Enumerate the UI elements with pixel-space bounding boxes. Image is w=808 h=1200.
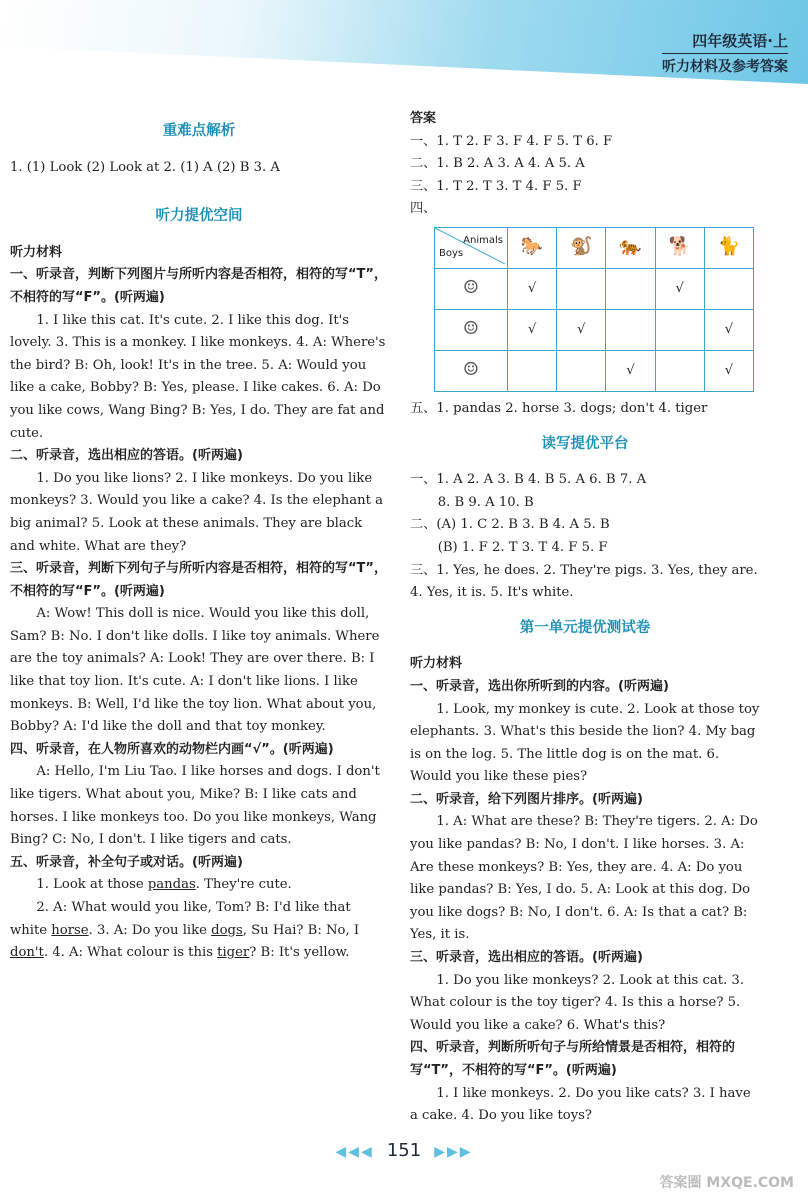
q5-line1: 1. Look at those pandas. They're cute.: [36, 877, 292, 893]
table-cell: √: [508, 268, 557, 309]
header-subject: 四年级英语·上: [692, 32, 788, 50]
table-cell: √: [508, 309, 557, 350]
table-cell: [655, 350, 704, 391]
dog-icon: 🐕: [655, 227, 704, 268]
header-animals: Animals: [463, 234, 503, 246]
page-number: 151: [386, 1140, 422, 1161]
table-cell: [655, 309, 704, 350]
q1-text: 1. I like this cat. It's cute. 2. I like this dog. It's lovely. 3. This is a monkey. I like monkeys. 4. A: Where's the bird? B: Oh, look! It's in the tree. 5. A: Would you like a cake, Bobby? B: Yes, please. I like cakes. 6. A: Do you like cows, Wang Bing? B: Yes, I do. They are fat and cute.: [10, 312, 386, 441]
c3-title: 三、听录音，选出相应的答语。(听两遍): [410, 950, 643, 966]
table-cell: √: [704, 309, 753, 350]
answer-4: 四、: [410, 201, 437, 217]
watermark: 答案圈 MXQE.COM: [659, 1175, 794, 1191]
header-section: 听力材料及参考答案: [662, 53, 788, 76]
animal-preference-table: [434, 227, 754, 392]
answer-1: 一、1. T 2. F 3. F 4. F 5. T 6. F: [410, 133, 613, 149]
q4-title: 四、听录音，在人物所喜欢的动物栏内画“√”。(听两遍): [10, 741, 334, 757]
table-header-row: [435, 227, 754, 268]
section-title-listening: 听力提优空间: [155, 208, 243, 225]
c4-text: 1. I like monkeys. 2. Do you like cats? 3. I have a cake. 4. Do you like toys?: [410, 1085, 751, 1124]
section-title-unit-test: 第一单元提优测试卷: [519, 619, 651, 636]
right-arrows-icon: ▶▶▶: [434, 1144, 473, 1160]
page-header: [662, 30, 788, 76]
table-cell: [704, 268, 753, 309]
horse-icon: 🐎: [508, 227, 557, 268]
q3-title: 三、听录音，判断下列句子与所听内容是否相符，相符的写“T”，不相符的写“F”。(听两遍): [10, 561, 387, 599]
material-label: 听力材料: [10, 244, 63, 260]
cat-icon: 🐈: [704, 227, 753, 268]
answer-3: 三、1. T 2. T 3. T 4. F 5. F: [410, 178, 582, 194]
reading-answer-2: 二、(A) 1. C 2. B 3. B 4. A 5. B: [410, 517, 610, 533]
table-row: [435, 309, 754, 350]
reading-answer-3: 三、1. Yes, he does. 2. They're pigs. 3. Yes, they are. 4. Yes, it is. 5. It's white.: [410, 562, 758, 601]
answer-2: 二、1. B 2. A 3. A 4. A 5. A: [410, 156, 585, 172]
c2-title: 二、听录音，给下列图片排序。(听两遍): [410, 791, 643, 807]
table-cell: √: [655, 268, 704, 309]
q4-text: A: Hello, I'm Liu Tao. I like horses and dogs. I don't like tigers. What about you, Mike? B: I like cats and horses. I like monkeys too. Do you like monkeys, Wang Bing? C: No, I don't. I like tigers and cats.: [10, 764, 380, 848]
reading-answer-1b: 8. B 9. A 10. B: [437, 494, 534, 510]
c1-title: 一、听录音，选出你所听到的内容。(听两遍): [410, 678, 669, 694]
q1-title: 一、听录音，判断下列图片与所听内容是否相符，相符的写“T”，不相符的写“F”。(听两遍): [10, 267, 387, 305]
c3-text: 1. Do you like monkeys? 2. Look at this cat. 3. What colour is the toy tiger? 4. Is this a horse? 5. Would you like a cake? 6. What's this?: [410, 972, 745, 1033]
answer-label: 答案: [410, 111, 437, 126]
left-arrows-icon: ◀◀◀: [335, 1144, 374, 1160]
q2-text: 1. Do you like lions? 2. I like monkeys. Do you like monkeys? 3. Would you like a cake? 4. Is the elephant a big animal? 5. Look at these animals. They are black and white. What are they?: [10, 470, 383, 554]
table-cell: [606, 309, 655, 350]
table-cell: √: [704, 350, 753, 391]
tiger-icon: 🐅: [606, 227, 655, 268]
boy-icon: ☺: [435, 350, 508, 391]
q5-title: 五、听录音，补全句子或对话。(听两遍): [10, 854, 243, 870]
header-boys: Boys: [439, 248, 464, 260]
q2-title: 二、听录音，选出相应的答语。(听两遍): [10, 448, 243, 464]
c2-text: 1. A: What are these? B: They're tigers. 2. A: Do you like pandas? B: No, I don't. I like horses. 3. A: Are these monkeys? B: Yes, they are. 4. A: Do you like pandas? B: Yes, I do. 5. A: Look at this dog. Do you like dogs? B: No, I don't. 6. A: Is that a cat? B: Yes, it is.: [410, 814, 758, 943]
table-cell: [508, 350, 557, 391]
left-column: [10, 108, 388, 965]
section-title-reading: 读写提优平台: [541, 435, 629, 452]
reading-answer-1: 一、1. A 2. A 3. B 4. B 5. A 6. B 7. A: [410, 472, 647, 488]
q3-text: A: Wow! This doll is nice. Would you like this doll, Sam? B: No. I don't like dolls. I like toy animals. Where are the toy animals? A: Look! They are over there. B: I like that toy lion. It's cute. A: I don't like lions. I like monkeys. B: Well, I'd like the toy lion. What about you, Bobby? A: I'd like the doll and that toy monkey.: [10, 606, 380, 735]
table-cell: [606, 268, 655, 309]
c1-text: 1. Look, my monkey is cute. 2. Look at those toy elephants. 3. What's this beside the lion? 4. My bag is on the log. 5. The little dog is on the mat. 6. Would you like these pies?: [410, 701, 760, 785]
right-column: [410, 108, 760, 1128]
c4-title: 四、听录音，判断所听句子与所给情景是否相符，相符的写“T”，不相符的写“F”。(听两遍): [410, 1040, 736, 1078]
reading-answer-2b: (B) 1. F 2. T 3. T 4. F 5. F: [437, 539, 608, 555]
page-footer: [0, 1140, 808, 1161]
table-row: [435, 268, 754, 309]
answer-5: 五、1. pandas 2. horse 3. dogs; don't 4. tiger: [410, 400, 708, 416]
unit-material-label: 听力材料: [410, 656, 463, 672]
table-cell: √: [606, 350, 655, 391]
key-points-answers: 1. (1) Look (2) Look at 2. (1) A (2) B 3. A: [10, 159, 280, 175]
boy-icon: ☺: [435, 268, 508, 309]
section-title-key-points: 重难点解析: [162, 123, 236, 139]
table-cell: √: [557, 309, 606, 350]
table-corner-cell: [435, 227, 508, 268]
monkey-icon: 🐒: [557, 227, 606, 268]
q5-line2: 2. A: What would you like, Tom? B: I'd like that white horse. 3. A: Do you like dogs, Su Hai? B: No, I don't. 4. A: What colour is this tiger? B: It's yellow.: [10, 900, 360, 961]
table-cell: [557, 268, 606, 309]
table-cell: [557, 350, 606, 391]
boy-icon: ☺: [435, 309, 508, 350]
table-row: [435, 350, 754, 391]
